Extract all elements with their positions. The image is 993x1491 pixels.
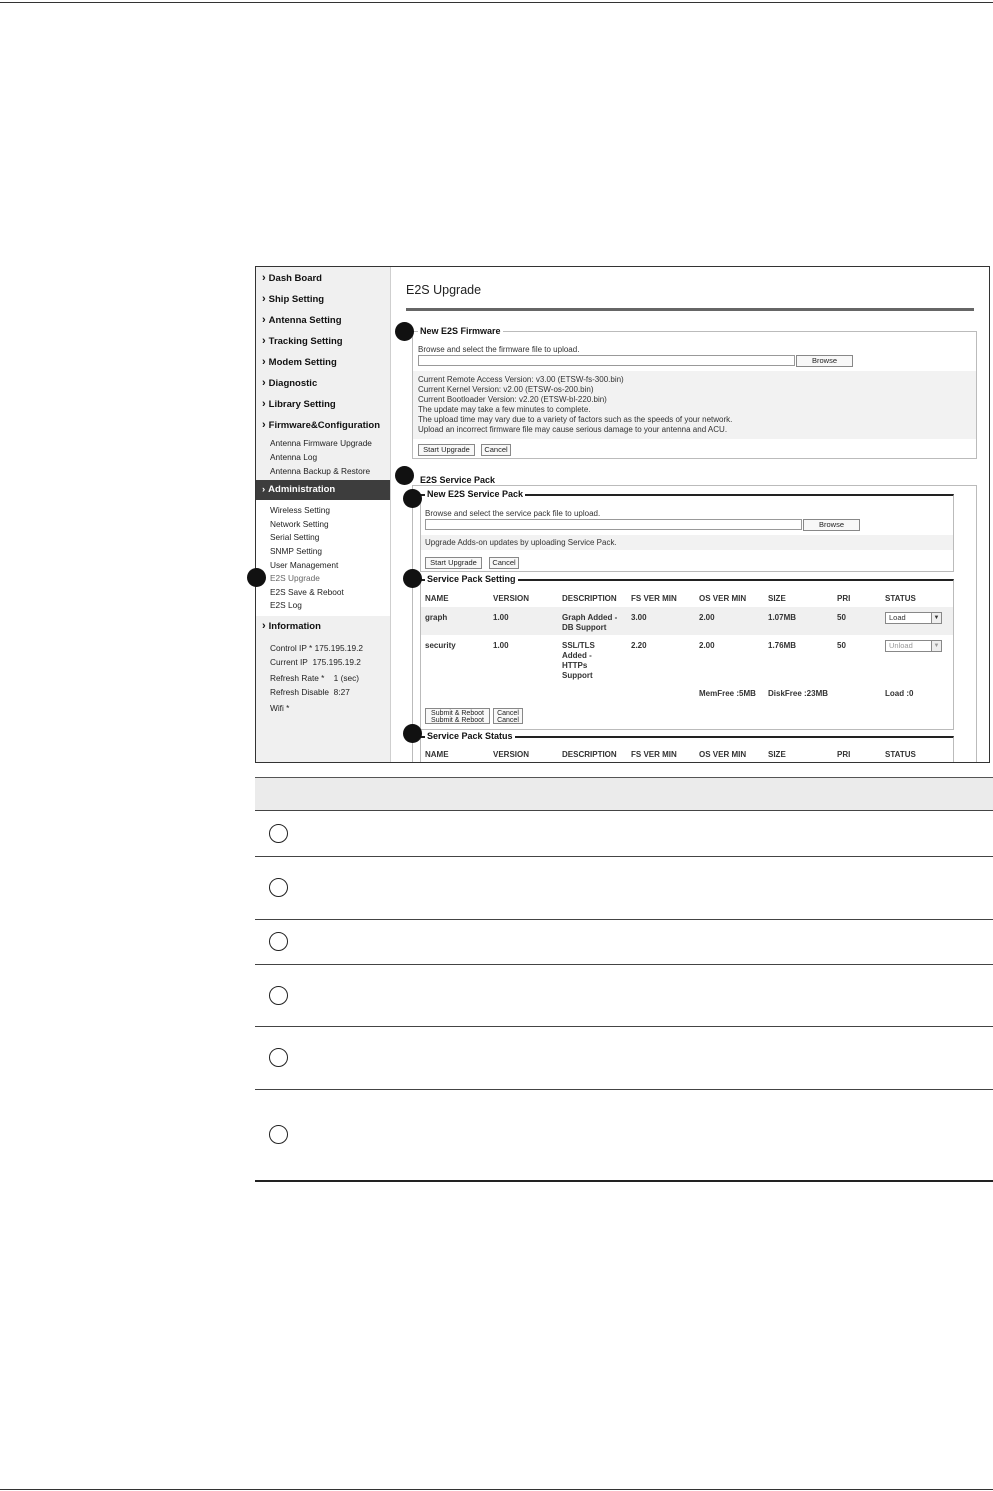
- submit-reboot-button[interactable]: Submit & Reboot Submit & Reboot: [425, 708, 490, 724]
- info-refresh-disable: Refresh Disable 8:27: [270, 687, 350, 697]
- circle-marker-4: [269, 986, 288, 1005]
- chevron-right-icon: ›: [262, 335, 266, 347]
- chevron-right-icon: ›: [262, 272, 266, 284]
- callout-marker-new-firmware: [395, 322, 414, 341]
- sub-e2s-save-reboot[interactable]: E2S Save & Reboot: [270, 587, 344, 597]
- new-firmware-legend: New E2S Firmware: [420, 326, 501, 336]
- col-description: DESCRIPTION: [562, 594, 617, 603]
- row-security-pri: 50: [837, 641, 846, 650]
- row-security-description: SSL/TLS Added - HTTPs Support: [562, 641, 595, 680]
- row-graph-size: 1.07MB: [768, 613, 797, 622]
- addons-note: Upgrade Adds-on updates by uploading Service Pack.: [425, 538, 617, 547]
- service-pack-hint: Browse and select the service pack file to upload.: [425, 509, 601, 518]
- info-wifi: Wifi *: [270, 703, 290, 713]
- sub-serial-setting[interactable]: Serial Setting: [270, 532, 320, 542]
- callout-marker-service-pack: [395, 466, 414, 485]
- chevron-right-icon: ›: [262, 293, 266, 305]
- status-col-size: SIZE: [768, 750, 786, 759]
- col-pri: PRI: [837, 594, 851, 603]
- page-top-rule: [0, 2, 993, 3]
- service-pack-setting-legend: Service Pack Setting: [427, 574, 516, 584]
- chevron-right-icon: ›: [262, 484, 266, 495]
- setting-cancel-button[interactable]: Cancel Cancel: [493, 708, 523, 724]
- update-time-note: The update may take a few minutes to complete.: [418, 405, 591, 414]
- callout-marker-service-pack-setting: [403, 569, 422, 588]
- service-pack-cancel-button[interactable]: Cancel: [489, 557, 519, 569]
- info-refresh-rate: Refresh Rate * 1 (sec): [270, 673, 360, 683]
- table-divider: [255, 964, 993, 965]
- sub-wireless-setting[interactable]: Wireless Setting: [270, 505, 330, 515]
- sub-antenna-log[interactable]: Antenna Log: [270, 452, 318, 462]
- table-divider: [255, 919, 993, 920]
- remote-access-version: Current Remote Access Version: v3.00 (ETSW-fs-300.bin): [418, 375, 624, 384]
- info-control-ip: Control IP * 175.195.19.2: [270, 643, 364, 653]
- status-col-version: VERSION: [493, 750, 530, 759]
- page-title: E2S Upgrade: [406, 283, 482, 297]
- status-col-pri: PRI: [837, 750, 851, 759]
- col-os-ver-min: OS VER MIN: [699, 594, 747, 603]
- kernel-version: Current Kernel Version: v2.00 (ETSW-os-200.bin): [418, 385, 594, 394]
- status-col-description: DESCRIPTION: [562, 750, 617, 759]
- row-security-name: security: [425, 641, 456, 650]
- nav-modem-setting[interactable]: › Modem Setting: [262, 356, 337, 368]
- disk-free: DiskFree :23MB: [768, 689, 829, 698]
- nav-diagnostic[interactable]: › Diagnostic: [262, 377, 318, 389]
- status-col-os-ver-min: OS VER MIN: [699, 750, 747, 759]
- title-underline: [406, 308, 974, 311]
- chevron-right-icon: ›: [262, 398, 266, 410]
- firmware-file-input[interactable]: [418, 355, 795, 366]
- status-col-fs-ver-min: FS VER MIN: [631, 750, 677, 759]
- firmware-start-upgrade-button[interactable]: Start Upgrade: [418, 444, 475, 456]
- firmware-browse-button[interactable]: Browse: [796, 355, 853, 367]
- circle-marker-2: [269, 878, 288, 897]
- table-divider: [255, 1026, 993, 1027]
- status-col-name: NAME: [425, 750, 449, 759]
- col-status: STATUS: [885, 594, 916, 603]
- admin-submenu: [256, 500, 390, 616]
- bootloader-version: Current Bootloader Version: v2.20 (ETSW-bl-220.bin): [418, 395, 607, 404]
- service-pack-legend: E2S Service Pack: [420, 475, 496, 485]
- firmware-cancel-button[interactable]: Cancel: [481, 444, 511, 456]
- firmware-hint: Browse and select the firmware file to upload.: [418, 345, 580, 354]
- row-graph-version: 1.00: [493, 613, 509, 622]
- circle-marker-1: [269, 824, 288, 843]
- chevron-right-icon: ›: [262, 419, 266, 431]
- service-pack-file-input[interactable]: [425, 519, 802, 530]
- row-security-fs: 2.20: [631, 641, 647, 650]
- sub-e2s-log[interactable]: E2S Log: [270, 600, 302, 610]
- nav-library-setting[interactable]: › Library Setting: [262, 398, 336, 410]
- nav-antenna-setting[interactable]: › Antenna Setting: [262, 314, 342, 326]
- sub-user-management[interactable]: User Management: [270, 560, 339, 570]
- service-pack-browse-button[interactable]: Browse: [803, 519, 860, 531]
- e2s-upgrade-screenshot: [255, 266, 990, 763]
- callout-marker-e2s-upgrade-menu: [247, 568, 266, 587]
- info-current-ip: Current IP 175.195.19.2: [270, 657, 361, 667]
- chevron-right-icon: ›: [262, 620, 266, 632]
- nav-firmware-configuration[interactable]: › Firmware&Configuration: [262, 419, 381, 431]
- chevron-right-icon: ›: [262, 356, 266, 368]
- incorrect-file-warning: Upload an incorrect firmware file may cause serious damage to your antenna and ACU.: [418, 425, 728, 434]
- row-security-version: 1.00: [493, 641, 509, 650]
- table-divider: [255, 856, 993, 857]
- chevron-right-icon: ›: [262, 377, 266, 389]
- description-table-header: [255, 777, 993, 810]
- row-security-os: 2.00: [699, 641, 715, 650]
- col-name: NAME: [425, 594, 449, 603]
- load-count: Load :0: [885, 689, 914, 698]
- dropdown-arrow-icon: ▼: [931, 641, 941, 651]
- row-graph-os: 2.00: [699, 613, 715, 622]
- row-graph-description: Graph Added - DB Support: [562, 613, 618, 632]
- sub-e2s-upgrade[interactable]: E2S Upgrade: [270, 573, 320, 583]
- nav-administration[interactable]: › Administration: [256, 480, 390, 500]
- mem-free: MemFree :5MB: [699, 689, 756, 698]
- service-pack-start-upgrade-button[interactable]: Start Upgrade: [425, 557, 482, 569]
- table-divider: [255, 810, 993, 811]
- chevron-right-icon: ›: [262, 314, 266, 326]
- nav-dash-board[interactable]: › Dash Board: [262, 272, 322, 284]
- sub-antenna-backup-restore[interactable]: Antenna Backup & Restore: [270, 466, 371, 476]
- service-pack-status-legend: Service Pack Status: [427, 731, 513, 741]
- circle-marker-6: [269, 1125, 288, 1144]
- new-service-pack-legend: New E2S Service Pack: [427, 489, 524, 499]
- upload-time-note: The upload time may vary due to a variety of factors such as the speeds of your network.: [418, 415, 733, 424]
- status-col-status: STATUS: [885, 750, 916, 759]
- circle-marker-5: [269, 1048, 288, 1067]
- nav-information[interactable]: › Information: [262, 620, 321, 632]
- table-bottom-border: [255, 1180, 993, 1182]
- col-version: VERSION: [493, 594, 530, 603]
- callout-marker-new-service-pack: [403, 489, 422, 508]
- row-graph-name: graph: [425, 613, 448, 622]
- sub-network-setting[interactable]: Network Setting: [270, 519, 329, 529]
- page-bottom-rule: [0, 1489, 993, 1490]
- dropdown-arrow-icon: ▼: [931, 613, 941, 623]
- row-security-status-select[interactable]: Unload ▼: [885, 640, 942, 652]
- row-security-size: 1.76MB: [768, 641, 797, 650]
- nav-ship-setting[interactable]: › Ship Setting: [262, 293, 325, 305]
- row-graph-fs: 3.00: [631, 613, 647, 622]
- main-content: [392, 267, 990, 763]
- row-graph-status-select[interactable]: Load ▼: [885, 612, 942, 624]
- col-fs-ver-min: FS VER MIN: [631, 594, 677, 603]
- row-graph-pri: 50: [837, 613, 846, 622]
- sidebar: [256, 267, 391, 763]
- nav-tracking-setting[interactable]: › Tracking Setting: [262, 335, 343, 347]
- sub-antenna-firmware-upgrade[interactable]: Antenna Firmware Upgrade: [270, 438, 372, 448]
- callout-marker-service-pack-status: [403, 724, 422, 743]
- col-size: SIZE: [768, 594, 786, 603]
- sub-snmp-setting[interactable]: SNMP Setting: [270, 546, 322, 556]
- table-divider: [255, 1089, 993, 1090]
- circle-marker-3: [269, 932, 288, 951]
